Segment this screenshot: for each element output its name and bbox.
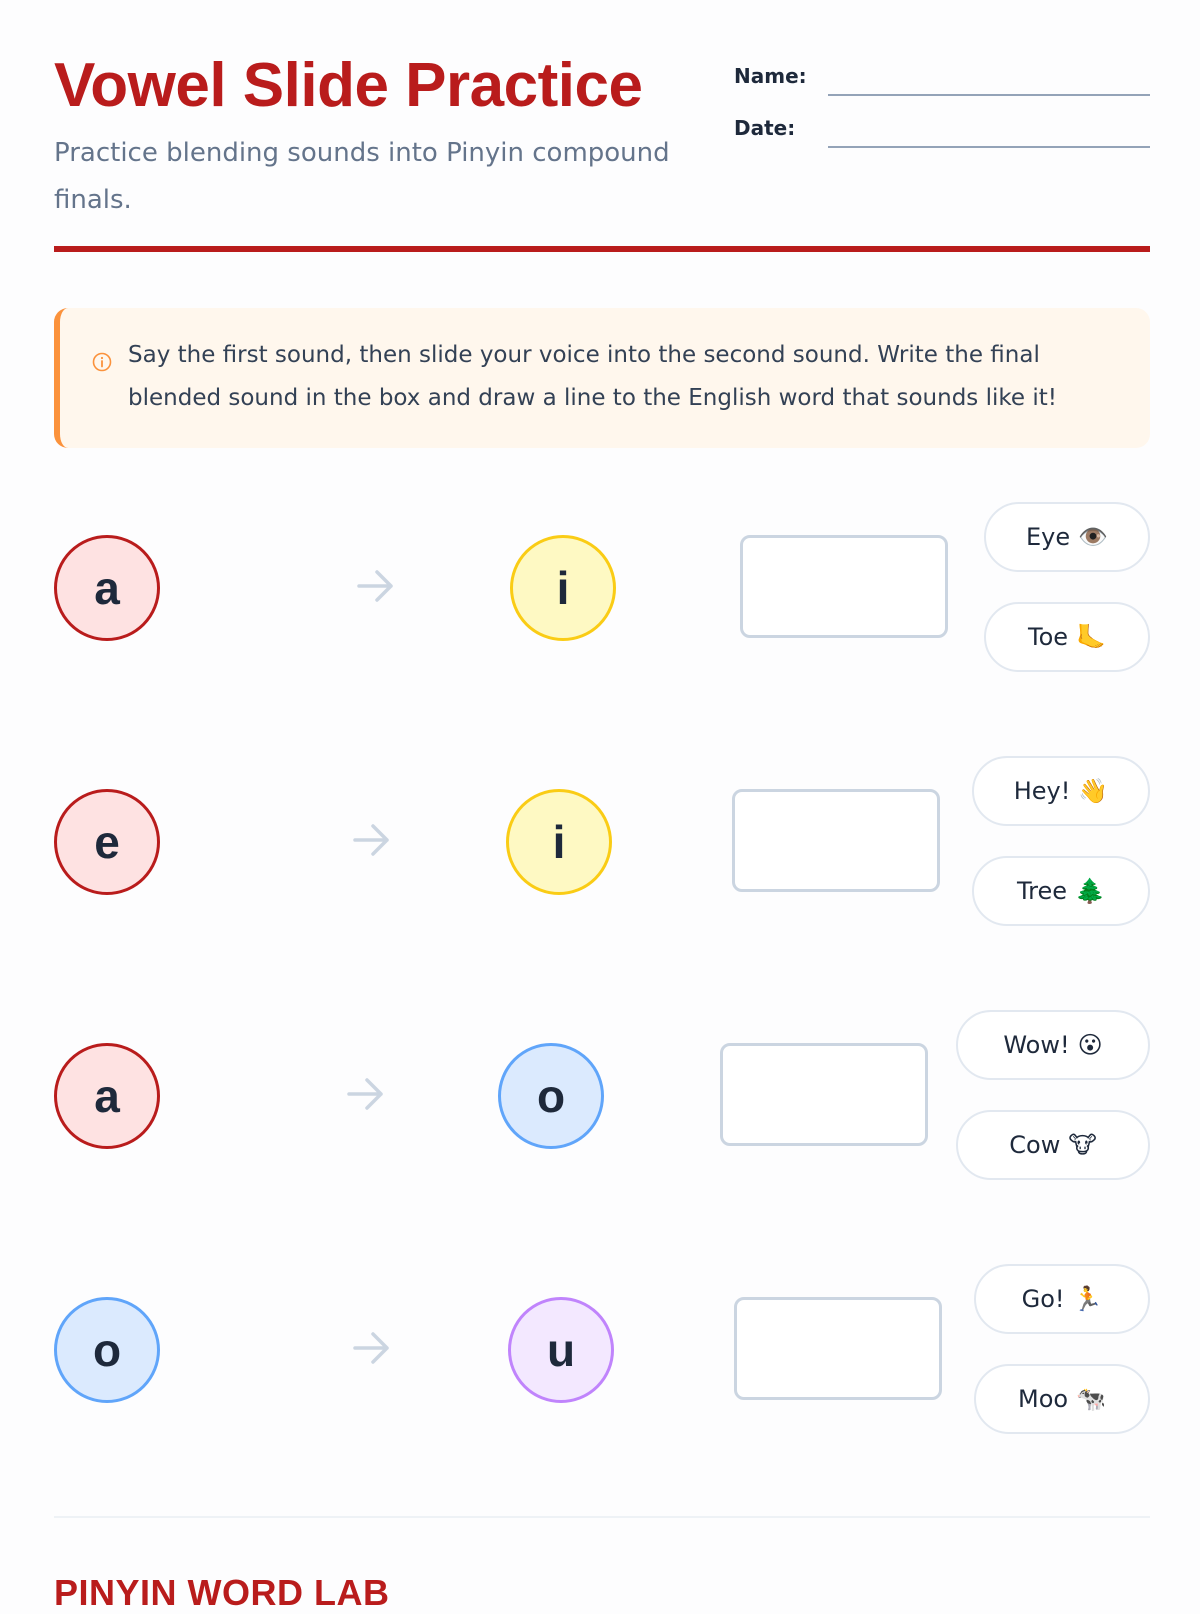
first-sound-circle: a (54, 535, 160, 641)
eye-icon: 👁️ (1078, 523, 1109, 551)
word-choice-label: Wow! (1003, 1031, 1070, 1059)
date-label: Date: (734, 116, 796, 140)
word-choice-label: Moo (1018, 1385, 1069, 1413)
next-section-title: PINYIN WORD LAB (54, 1572, 390, 1613)
foot-icon: 🦶 (1076, 623, 1106, 651)
page-title: Vowel Slide Practice (54, 51, 643, 120)
word-choice-label: Eye (1025, 523, 1071, 551)
instructions-callout (54, 308, 1150, 448)
word-choice[interactable] (956, 1010, 1150, 1080)
word-choice[interactable] (956, 1110, 1150, 1180)
page-subtitle: Practice blending sounds into Pinyin compound finals. (54, 138, 670, 215)
date-line[interactable] (828, 146, 1150, 148)
blend-row (54, 752, 1150, 932)
blend-row (54, 498, 1150, 678)
word-choice[interactable] (984, 602, 1150, 672)
arrow-right-icon (352, 822, 392, 858)
cow-face-icon: 🐮 (1068, 1131, 1097, 1159)
word-choice-label: Toe (1028, 623, 1069, 651)
first-sound-circle: e (54, 789, 160, 895)
name-label: Name: (734, 64, 807, 88)
waving-hand-icon: 👋 (1078, 777, 1109, 805)
cow-icon: 🐄 (1076, 1385, 1106, 1413)
instructions-text: Say the first sound, then slide your voice into the second sound. Write the final blended sound in the box and draw a line to the English word that sounds like it! (128, 342, 1057, 411)
date-field[interactable] (734, 108, 1150, 148)
word-choice[interactable] (984, 502, 1150, 572)
surprised-face-icon: 😮 (1077, 1031, 1103, 1059)
word-choice-label: Go! (1021, 1285, 1065, 1313)
answer-box[interactable] (720, 1043, 928, 1146)
info-icon (92, 352, 112, 372)
second-sound-circle: u (508, 1297, 614, 1403)
blend-row (54, 1260, 1150, 1440)
answer-box[interactable] (734, 1297, 942, 1400)
word-choice-label: Tree (1017, 877, 1068, 905)
first-sound-circle: a (54, 1043, 160, 1149)
name-line[interactable] (828, 94, 1150, 96)
word-choice-label: Hey! (1013, 777, 1071, 805)
first-sound-circle: o (54, 1297, 160, 1403)
word-choice[interactable] (974, 1264, 1150, 1334)
arrow-right-icon (352, 1330, 392, 1366)
arrow-right-icon (346, 1076, 386, 1112)
running-person-icon: 🏃 (1072, 1285, 1103, 1313)
second-sound-circle: i (510, 535, 616, 641)
name-field[interactable] (734, 56, 1150, 96)
arrow-right-icon (356, 568, 396, 604)
word-choice-label: Cow (1009, 1131, 1061, 1159)
answer-box[interactable] (732, 789, 940, 892)
second-sound-circle: i (506, 789, 612, 895)
word-choice[interactable] (974, 1364, 1150, 1434)
blend-row (54, 1006, 1150, 1186)
answer-box[interactable] (740, 535, 948, 638)
tree-icon: 🌲 (1075, 877, 1105, 905)
word-choice[interactable] (972, 856, 1150, 926)
worksheet-page (54, 0, 1150, 1613)
word-choice[interactable] (972, 756, 1150, 826)
header-divider (54, 246, 1150, 252)
section-divider (54, 1516, 1150, 1518)
second-sound-circle: o (498, 1043, 604, 1149)
